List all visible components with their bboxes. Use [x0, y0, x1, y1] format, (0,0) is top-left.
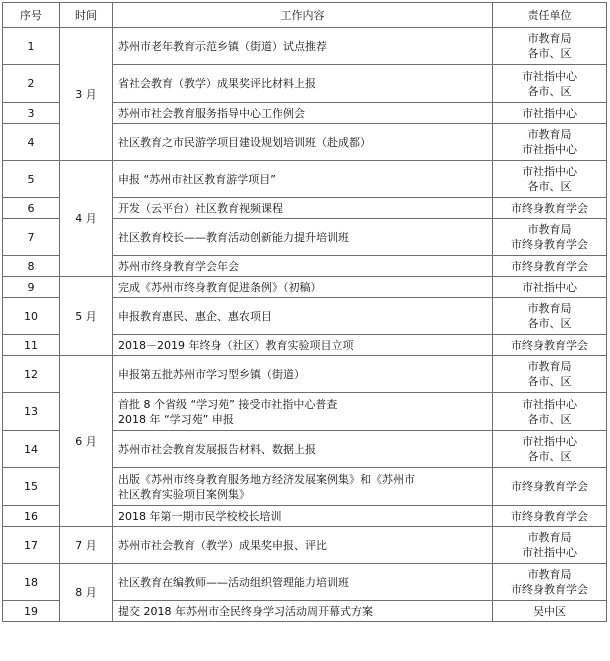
table-row [3, 564, 607, 601]
work-content-line: 社区教育在编教师——活动组织管理能力培训班 [118, 575, 349, 589]
work-content-cell [113, 28, 493, 65]
work-content-cell [113, 256, 493, 277]
work-content-cell [113, 601, 493, 622]
row-number: 15 [3, 468, 60, 506]
responsible-unit-line: 各市、区 [527, 375, 572, 388]
row-number: 16 [3, 506, 60, 527]
responsible-unit-line: 市教育局 [527, 32, 572, 45]
responsible-unit-cell [493, 256, 607, 277]
row-number: 8 [3, 256, 60, 277]
responsible-unit-line: 市社指中心 [522, 106, 577, 120]
table-row [3, 161, 607, 198]
table-row [3, 277, 607, 298]
responsible-unit-line: 各市、区 [527, 317, 572, 330]
row-number: 3 [3, 103, 60, 124]
row-number: 10 [3, 298, 60, 335]
responsible-unit-line: 市教育局 [527, 223, 572, 236]
responsible-unit-cell [493, 219, 607, 256]
row-number: 2 [3, 65, 60, 103]
row-number: 13 [3, 393, 60, 431]
work-content-cell [113, 198, 493, 219]
header-unit: 责任单位 [493, 3, 607, 28]
row-number: 7 [3, 219, 60, 256]
responsible-unit-line: 市社指中心 [522, 435, 577, 448]
work-content-cell [113, 298, 493, 335]
work-content-cell [113, 564, 493, 601]
work-content-line: 苏州市社会教育服务指导中心工作例会 [118, 106, 305, 120]
responsible-unit-line: 市终身教育学会 [511, 338, 588, 352]
row-number: 19 [3, 601, 60, 622]
header-work: 工作内容 [113, 3, 493, 28]
responsible-unit-line: 市社指中心 [522, 143, 577, 156]
row-number: 5 [3, 161, 60, 198]
work-content-cell [113, 335, 493, 356]
responsible-unit-line: 市终身教育学会 [511, 259, 588, 273]
month-cell: 5 月 [60, 277, 113, 356]
work-content-line: 申报第五批苏州市学习型乡镇（街道） [118, 367, 305, 381]
work-content-line: 首批 8 个省级 “学习苑” 接受市社指中心普查 [118, 397, 338, 411]
row-number: 14 [3, 431, 60, 468]
responsible-unit-cell [493, 356, 607, 393]
responsible-unit-cell [493, 335, 607, 356]
work-content-cell [113, 103, 493, 124]
work-content-cell [113, 506, 493, 527]
responsible-unit-cell [493, 277, 607, 298]
responsible-unit-line: 市终身教育学会 [511, 583, 588, 596]
responsible-unit-line: 市终身教育学会 [511, 509, 588, 523]
work-content-cell [113, 431, 493, 468]
work-content-line: 苏州市老年教育示范乡镇（街道）试点推荐 [118, 39, 327, 53]
work-content-cell [113, 124, 493, 161]
responsible-unit-line: 市教育局 [527, 128, 572, 141]
responsible-unit-cell [493, 468, 607, 506]
responsible-unit-line: 市教育局 [527, 568, 572, 581]
work-content-line: 苏州市社会教育（教学）成果奖申报、评比 [118, 538, 327, 552]
responsible-unit-line: 市社指中心 [522, 397, 577, 411]
work-content-line: 2018 年第一期市民学校校长培训 [118, 509, 282, 523]
responsible-unit-cell [493, 393, 607, 431]
responsible-unit-line: 各市、区 [527, 412, 572, 426]
responsible-unit-cell [493, 298, 607, 335]
month-cell: 6 月 [60, 356, 113, 527]
work-content-cell [113, 219, 493, 256]
row-number: 18 [3, 564, 60, 601]
work-content-cell [113, 277, 493, 298]
work-content-cell [113, 527, 493, 564]
work-schedule-table [2, 2, 607, 622]
responsible-unit-cell [493, 431, 607, 468]
responsible-unit-line: 市社指中心 [522, 165, 577, 178]
table-row [3, 356, 607, 393]
work-content-line: 提交 2018 年苏州市全民终身学习活动周开幕式方案 [118, 604, 373, 618]
responsible-unit-line: 市终身教育学会 [511, 201, 588, 215]
responsible-unit-line: 各市、区 [527, 180, 572, 193]
work-content-cell [113, 65, 493, 103]
responsible-unit-line: 市社指中心 [522, 69, 577, 83]
work-content-line: 社区教育校长——教育活动创新能力提升培训班 [118, 230, 349, 244]
responsible-unit-line: 各市、区 [527, 84, 572, 98]
responsible-unit-cell [493, 161, 607, 198]
work-content-line: 完成《苏州市终身教育促进条例》（初稿） [118, 280, 322, 294]
work-content-line: 申报 “苏州市社区教育游学项目” [118, 172, 276, 186]
responsible-unit-line: 市社指中心 [522, 546, 577, 559]
work-content-cell [113, 468, 493, 506]
responsible-unit-cell [493, 564, 607, 601]
responsible-unit-line: 吴中区 [533, 604, 566, 618]
work-content-line: 社区教育实验项目案例集》 [118, 487, 250, 501]
work-content-line: 2018－2019 年终身（社区）教育实验项目立项 [118, 338, 354, 352]
month-cell: 7 月 [60, 527, 113, 564]
responsible-unit-line: 市教育局 [527, 360, 572, 373]
responsible-unit-cell [493, 601, 607, 622]
work-content-line: 苏州市社会教育发展报告材料、数据上报 [118, 442, 316, 456]
work-content-cell [113, 356, 493, 393]
responsible-unit-line: 市教育局 [527, 302, 572, 315]
work-content-line: 苏州市终身教育学会年会 [118, 259, 239, 273]
row-number: 17 [3, 527, 60, 564]
responsible-unit-cell [493, 506, 607, 527]
responsible-unit-cell [493, 65, 607, 103]
table-row [3, 527, 607, 564]
month-cell: 3 月 [60, 28, 113, 161]
month-cell: 4 月 [60, 161, 113, 277]
work-content-cell [113, 161, 493, 198]
work-content-line: 申报教育惠民、惠企、惠农项目 [118, 309, 272, 323]
responsible-unit-line: 市终身教育学会 [511, 238, 588, 251]
work-content-line: 2018 年 “学习苑” 申报 [118, 412, 234, 426]
row-number: 11 [3, 335, 60, 356]
responsible-unit-cell [493, 124, 607, 161]
row-number: 6 [3, 198, 60, 219]
responsible-unit-cell [493, 527, 607, 564]
responsible-unit-line: 各市、区 [527, 47, 572, 60]
work-content-line: 省社会教育（教学）成果奖评比材料上报 [118, 77, 316, 90]
work-content-line: 开发（云平台）社区教育视频课程 [118, 201, 283, 215]
responsible-unit-cell [493, 28, 607, 65]
responsible-unit-line: 市社指中心 [522, 280, 577, 294]
header-time: 时间 [60, 3, 113, 28]
row-number: 12 [3, 356, 60, 393]
row-number: 1 [3, 28, 60, 65]
row-number: 4 [3, 124, 60, 161]
work-content-line: 社区教育之市民游学项目建设规划培训班（赴成都） [118, 135, 371, 149]
responsible-unit-line: 市教育局 [527, 531, 572, 544]
responsible-unit-cell [493, 103, 607, 124]
work-content-line: 出版《苏州市终身教育服务地方经济发展案例集》和《苏州市 [118, 472, 415, 486]
table-row [3, 28, 607, 65]
table-body [3, 28, 607, 622]
row-number: 9 [3, 277, 60, 298]
responsible-unit-line: 市终身教育学会 [511, 480, 588, 493]
header-row [3, 3, 607, 28]
responsible-unit-line: 各市、区 [527, 450, 572, 463]
header-seq: 序号 [3, 3, 60, 28]
work-content-cell [113, 393, 493, 431]
month-cell: 8 月 [60, 564, 113, 622]
responsible-unit-cell [493, 198, 607, 219]
